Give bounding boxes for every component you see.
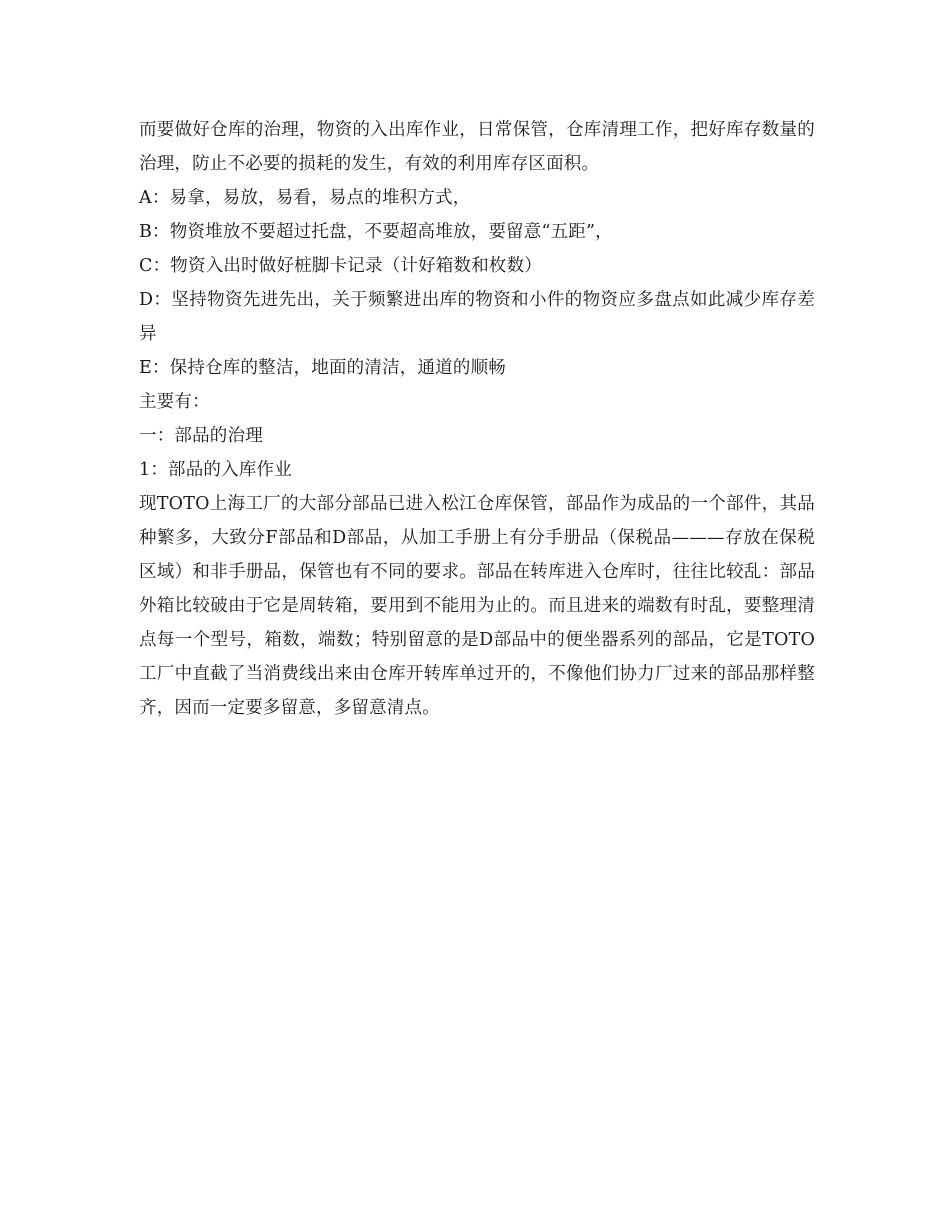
body-paragraph: 现TOTO上海工厂的大部分部品已进入松江仓库保管，部品作为成品的一个部件，其品种繁多，大致分F部品和D部品，从加工手册上有分手册品（保税品———存放在保税区域）和非手册品，保管也有不同的要求。部品在转库进入仓库时，往往比较乱：部品外箱比较破由于它是周转箱，要用到不能用为止的。而且进来的端数有时乱，要整理清点每一个型号，箱数，端数；特别留意的是D部品中的便坐器系列的部品，它是TOTO工厂中直截了当消费线出来由仓库开转库单过开的，不像他们协力厂过来的部品那样整齐，因而一定要多留意，多留意清点。	[139, 494, 815, 718]
item-b: B：物资堆放不要超过托盘，不要超高堆放，要留意“五距”，	[139, 222, 613, 242]
subsection-heading: 1：部品的入库作业	[139, 460, 292, 480]
item-c: C：物资入出时做好桩脚卡记录（计好箱数和枚数）	[139, 256, 542, 276]
intro-paragraph: 而要做好仓库的治理，物资的入出库作业，日常保管，仓库清理工作，把好库存数量的治理，防止不必要的损耗的发生，有效的利用库存区面积。	[139, 120, 815, 174]
item-a: A：易拿，易放，易看，易点的堆积方式，	[139, 188, 471, 208]
item-d: D：坚持物资先进先出，关于频繁进出库的物资和小件的物资应多盘点如此减少库存差异	[139, 290, 815, 344]
section-heading: 一：部品的治理	[139, 426, 263, 446]
main-points-heading: 主要有：	[139, 392, 210, 412]
document-page	[139, 113, 815, 725]
item-e: E：保持仓库的整洁，地面的清洁，通道的顺畅	[139, 358, 506, 378]
